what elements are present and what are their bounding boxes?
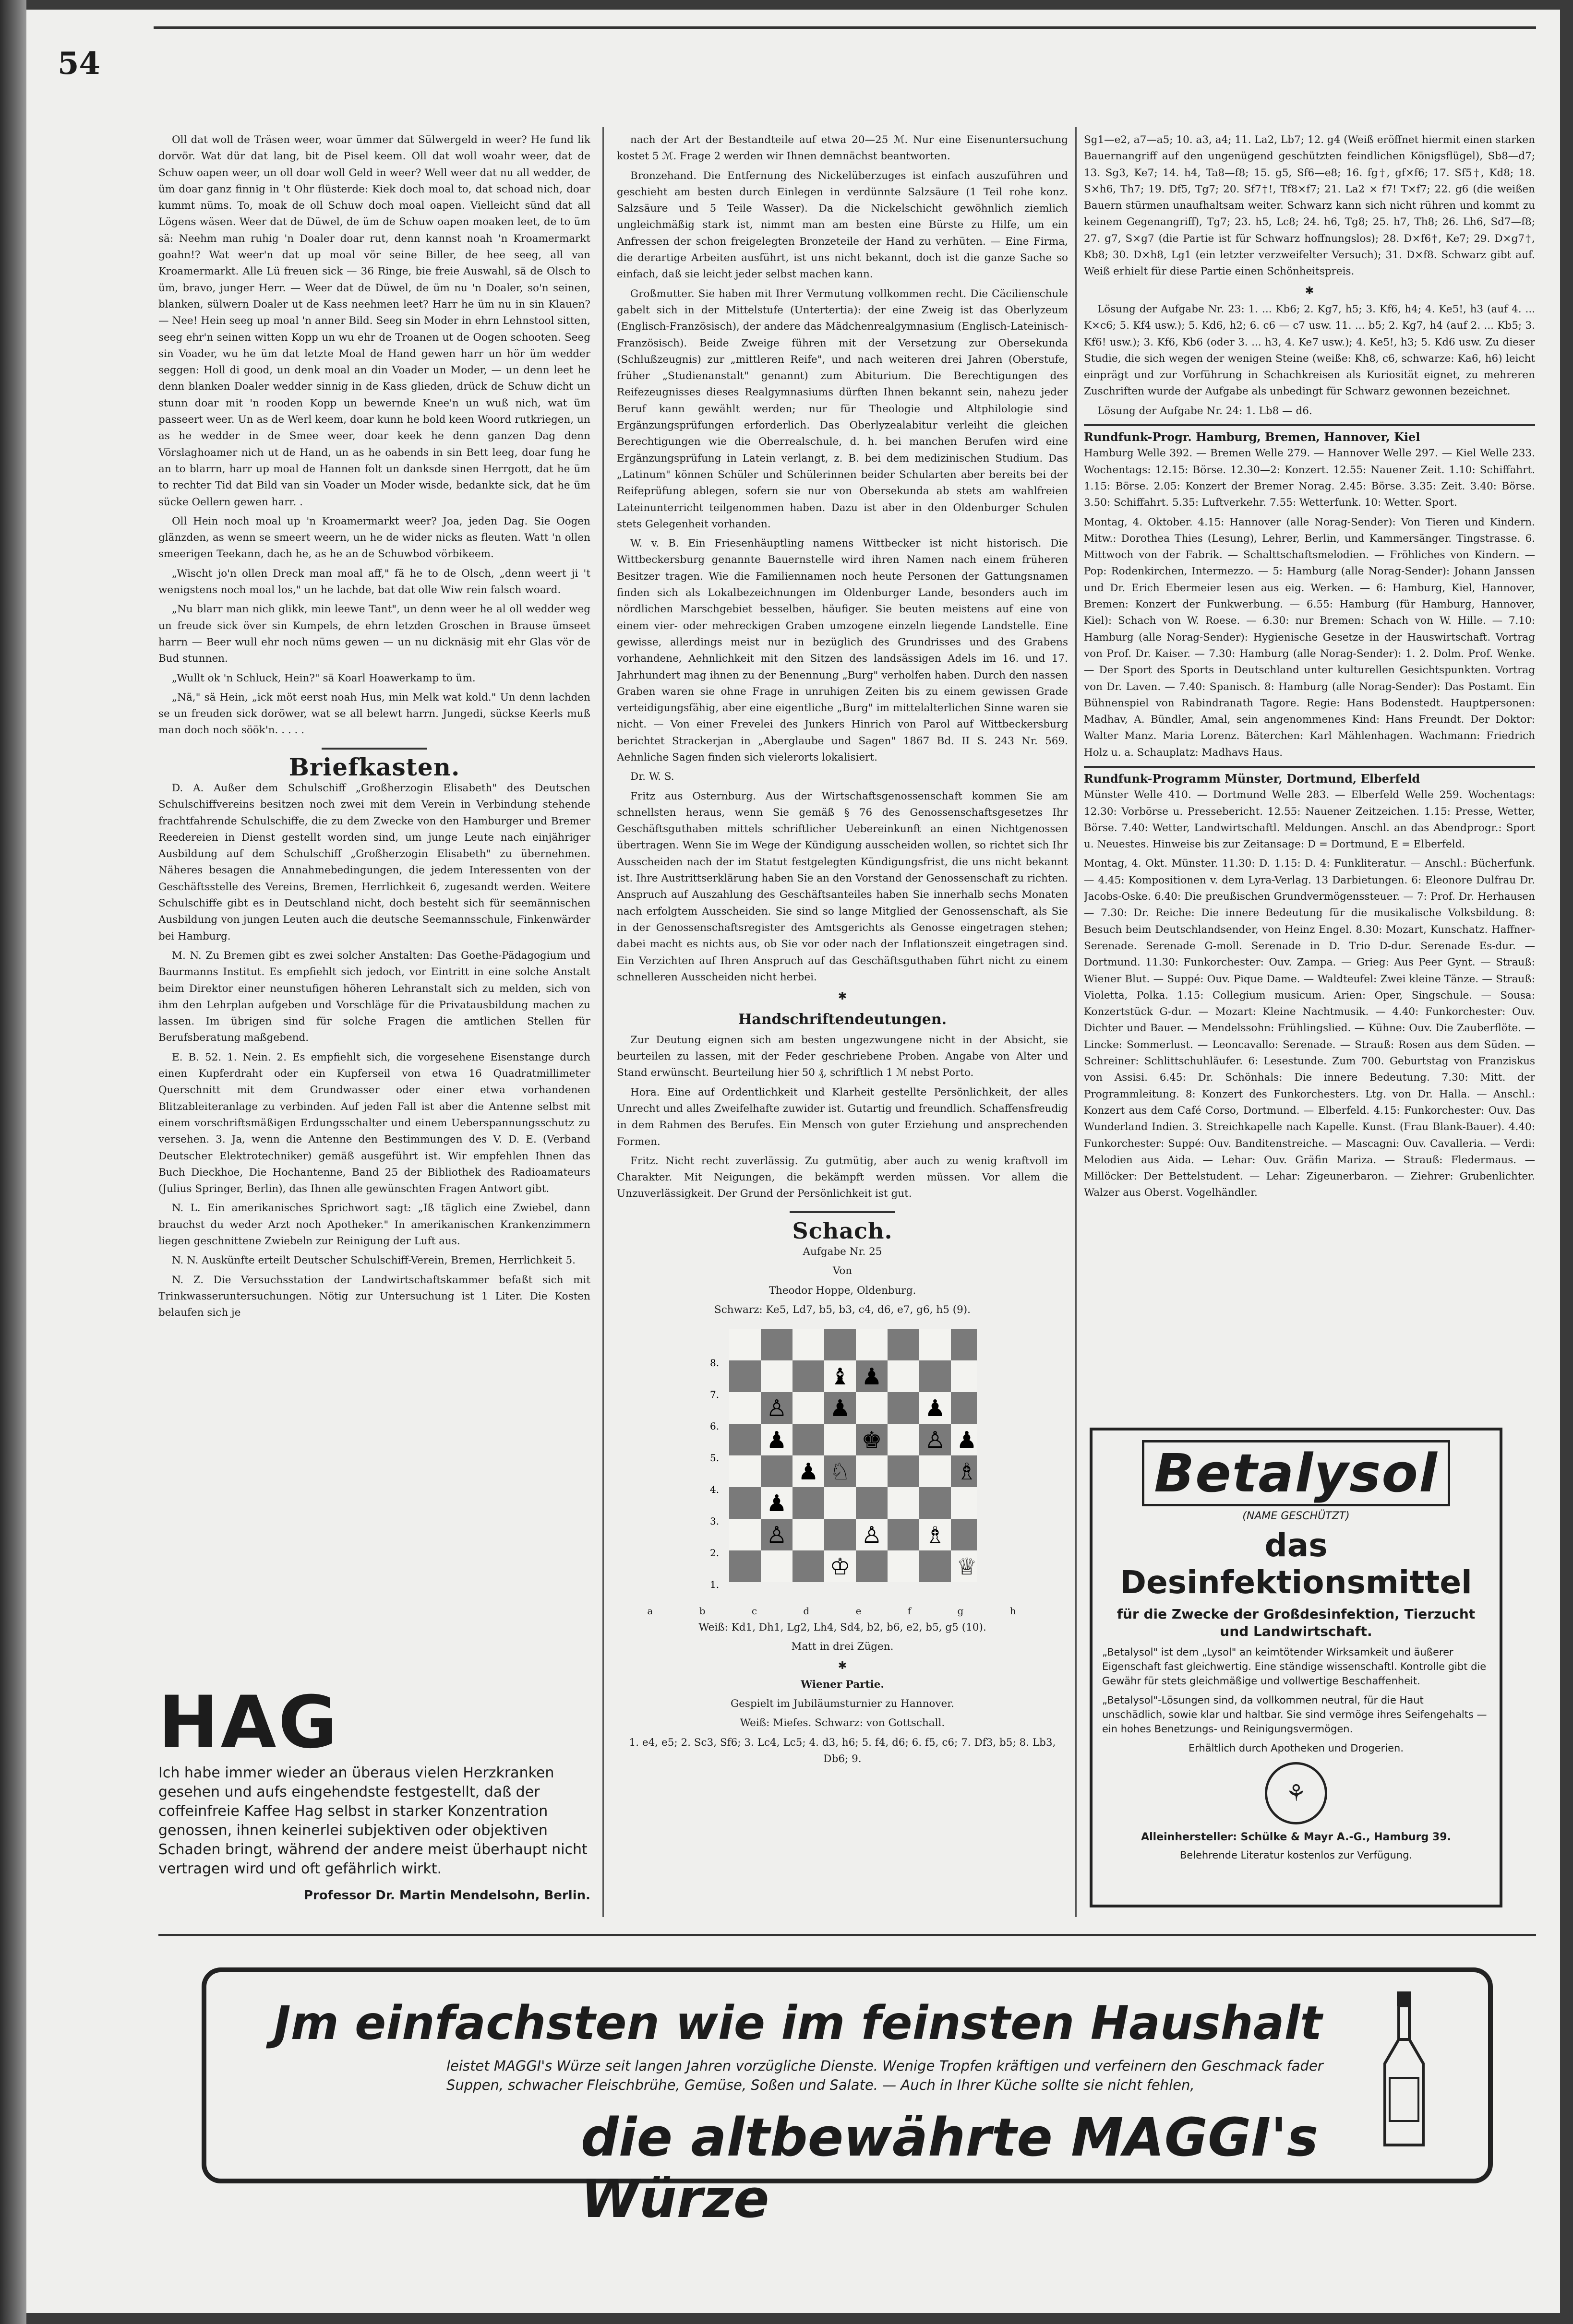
betalysol-purpose: für die Zwecke der Großdesinfektion, Tierzucht und Landwirtschaft.: [1117, 1606, 1476, 1639]
board-square: [919, 1550, 951, 1582]
top-rule: [154, 26, 1536, 29]
briefkasten-title: Briefkasten.: [288, 752, 460, 781]
briefkasten-paragraph: Bronzehand. Die Entfernung des Nickelüberzuges ist einfach auszuführen und geschieht am besten durch Einlegen in verdünnte Salzsäure (1 Teil rohe konz. Salzsäure und 5 Teile Wasser). Da die Nickelschicht gewöhnlich ziemlich ungleichmäßig stark ist, nimmt man am besten eine Bürste zu Hilfe, um ein Anfressen der schon freigelegten Bronzeteile der Hand zu verhüten. — Eine Firma, die derartige Arbeiten ausführt, ist uns nicht bekannt, doch ist die ganze Sache so einfach, daß sie leicht jeder selbst machen kann.: [617, 169, 1068, 281]
chess-moves: 1. e4, e5; 2. Sc3, Sf6; 3. Lc4, Lc5; 4. d3, h6; 5. f4, d6; 6. f5, c6; 7. Df3, b5; 8. Lb3, Db6; 9.: [629, 1736, 1056, 1765]
story-text: [158, 132, 590, 739]
rank-label: 7.: [710, 1389, 720, 1401]
column-1: [158, 132, 590, 1680]
chess-piece-icon: ♟: [829, 1395, 851, 1422]
chess-white-pieces: Weiß: Kd1, Dh1, Lg2, Lh4, Sd4, b2, b6, e2, b5, g5 (10).: [698, 1621, 986, 1633]
board-square: [919, 1360, 951, 1392]
board-square: [761, 1455, 793, 1487]
chess-board: [708, 1325, 977, 1599]
board-square: [824, 1487, 856, 1519]
board-square: [793, 1424, 824, 1455]
divider: [790, 1211, 895, 1213]
chess-piece-icon: ♟: [861, 1363, 882, 1391]
briefkasten-paragraph: N. Z. Die Versuchsstation der Landwirtschaftskammer befaßt sich mit Trinkwasseruntersuchungen. Nötig zur Untersuchung ist 1 Liter. Die Kosten belaufen sich je: [158, 1274, 590, 1319]
board-square: [888, 1550, 919, 1582]
hag-signature: Professor Dr. Martin Mendelsohn, Berlin.: [303, 1888, 590, 1903]
separator-star: ✱: [838, 1660, 847, 1672]
rank-label: 6.: [710, 1420, 720, 1432]
board-square: [951, 1487, 977, 1519]
betalysol-manufacturer: Alleinhersteller: Schülke & Mayr A.-G., Hamburg 39.: [1141, 1831, 1451, 1843]
chess-piece-icon: ♗: [925, 1522, 946, 1549]
maggi-bottle-icon: [1378, 1991, 1430, 2150]
column-rule: [1075, 127, 1077, 1917]
board-square: [856, 1455, 888, 1487]
schuelke-emblem-icon: ⚘: [1265, 1762, 1327, 1824]
briefkasten-paragraph: D. A. Außer dem Schulschiff „Großherzogin Elisabeth" des Deutschen Schulschiffvereins besitzen noch zwei mit dem Verein in Verbindung stehende frachtfahrende Schulschiffe, die zu dem Zwecke von den Hamburger und Bremer Reedereien in Dienst gestellt worden sind, um junge Leute nach einjähriger Ausbildung auf dem Schulschiff „Großherzogin Elisabeth" zu übernehmen. Näheres besagen die Annahmebedingungen, die jedem Interessenten von der Geschäftsstelle des Vereins, Bremen, Herrlichkeit 6, zugesandt werden. Weitere Schulschiffe gibt es in Deutschland nicht, doch besteht sich für seemännischen Ausbildung von jungen Leuten auch die deutsche Seemannsschule, Finkenwärder bei Hamburg.: [158, 782, 590, 942]
briefkasten-paragraph: M. N. Zu Bremen gibt es zwei solcher Anstalten: Das Goethe-Pädagogium und Baurmanns Institut. Es empfiehlt sich jedoch, vor Eintritt in eine solche Anstalt beim Direktor einer neunstufigen höheren Lehranstalt sich zu melden, sich von ihm den Lehrplan aufgeben und Vorschläge für die Privatausbildung machen zu lassen. Im übrigen sind für solche Fragen die amtlichen Stellen für Berufsberatung maßgebend.: [158, 949, 590, 1044]
board-square: [919, 1487, 951, 1519]
board-square: [729, 1455, 761, 1487]
briefkasten-paragraph: nach der Art der Bestandteile auf etwa 20—25 ℳ. Nur eine Eisenuntersuchung kostet 5 ℳ. Frage 2 werden wir Ihnen demnächst beantworten.: [617, 134, 1068, 163]
board-square: [761, 1360, 793, 1392]
chess-piece-icon: ♙: [861, 1522, 882, 1549]
hag-text: Ich habe immer wieder an überaus vielen Herzkranken gesehen und aufs eingehendste festgestellt, daß der coffeinfreie Kaffee Hag selbst in starker Konzentration genossen, ihnen keinerlei subjektiven oder objektiven Schaden bringt, während der andere meist überhaupt nicht vertragen wird und oft gefährlich wirkt.: [158, 1764, 588, 1877]
column-2: [617, 132, 1068, 1917]
handwriting-text: [617, 1032, 1068, 1203]
board-square: [888, 1392, 919, 1424]
board-square: [888, 1424, 919, 1455]
page-number: 54: [58, 46, 101, 82]
board-square: [951, 1392, 977, 1424]
radio-program-muenster-monday: Montag, 4. Okt. Münster. 11.30: D. 1.15: D. 4: Funkliteratur. — Anschl.: Bücherfunk. — 4.45: Kompositionen v. dem Lyra-Verlag. 13 Darbietungen. 6: Eleonore Dulfrau Dr. Jacobs-Oske. 6.40: Die preußischen Grundvermögenssteuer. — 7: Prof. Dr. Herhausen — 7.30: Dr. Reiche: Die innere Bedeutung für die musikalische Volksbildung. 8: Besuch beim Deutschlandsender, von Heinz Engel. 8.30: Mozart, Kunschatz. Haffner-Serenade. Serenade G-moll. Serenade in D. Trio D-dur. Serenade Es-dur. — Dortmund. 11.30: Funkorchester: Ouv. Zampa. — Grieg: Aus Peer Gynt. — Strauß: Wiener Blut. — Suppé: Ouv. Pique Dame. — Waldteufel: Zwei kleine Tänze. — Strauß: Violetta, Polka. 1.15: Collegium musicum. Arien: Oper, Singschule. — Sousa: Konzertstück G-dur. — Mozart: Kleine Nachtmusik. — 4.40: Funkorchester: Ouv. Dichter und Bauer. — Mendelssohn: Frühlingslied. — Kühne: Ouv. Die Zauberflöte. — Lincke: Sommerlust. — Leoncavallo: Serenade. — Strauß: Rosen aus dem Süden. — Schreiner: Schlittschuhläufer. 6: Lesestunde. Zum 700. Geburtstag von Franziskus von Assisi. 6.45: Dr. Schönhals: Die innere Bedeutung. 7.30: Mitt. der Programmleitung. 8: Konzert des Funkorchesters. Ltg. von Dr. Halla. — Anschl.: Konzert aus dem Café Corso, Dortmund. — Elberfeld. 4.15: Funkorchester: Ouv. Das Wunderland Indien. 3. Streichkapelle nach Kapelle. Kunst. (Frau Blank-Bauer). 4.40: Funkorchester: Suppé: Ouv. Banditenstreiche. — Mascagni: Ouv. Cavalleria. — Verdi: Melodien aus Aida. — Lehar: Ouv. Gräfin Mariza. — Strauß: Fledermaus. — Millöcker: Der Bettelstudent. — Lehar: Zigeunerbaron. — Ziehrer: Grubenlichter. Walzer aus Oberst. Vogelhändler.: [1084, 858, 1535, 1199]
betalysol-trademark: (NAME GESCHÜTZT): [1242, 1510, 1350, 1522]
board-square: [729, 1519, 761, 1550]
handwriting-title: Handschriftendeutungen.: [738, 1011, 947, 1028]
rank-label: 5.: [710, 1452, 720, 1464]
chess-piece-icon: ♙: [766, 1522, 787, 1549]
chess-piece-icon: ♟: [766, 1427, 787, 1454]
board-square: [729, 1392, 761, 1424]
divider: [322, 748, 427, 750]
hag-advertisement: [158, 1681, 590, 1912]
chess-piece-icon: ♝: [829, 1363, 851, 1391]
betalysol-text-2: „Betalysol"-Lösungen sind, da vollkommen neutral, für die Haut unschädlich, sowie klar und haltbar. Sie sind vermöge ihres Seifengehalts — ein hohes Benetzungs- und Reinigungsvermögen.: [1102, 1694, 1487, 1735]
board-square: [888, 1519, 919, 1550]
separator-star: ✱: [838, 990, 847, 1003]
story-paragraph: „Wullt ok 'n Schluck, Hein?" sä Koarl Hoawerkamp to üm.: [172, 672, 476, 684]
betalysol-advertisement: [1090, 1428, 1502, 1907]
board-square: [951, 1360, 977, 1392]
chess-piece-icon: ♗: [956, 1458, 977, 1486]
board-square: [729, 1424, 761, 1455]
betalysol-literature: Belehrende Literatur kostenlos zur Verfügung.: [1179, 1849, 1413, 1861]
chess-task: Matt in drei Zügen.: [791, 1641, 894, 1653]
maggi-text: leistet MAGGI's Würze seit langen Jahren vorzügliche Dienste. Wenige Tropfen kräftigen und verfeinern den Geschmack fader Suppen, schwacher Fleischbrühe, Gemüse, Soßen und Salate. — Auch in Ihrer Küche sollte sie nicht fehlen,: [446, 2058, 1323, 2093]
board-square: [856, 1550, 888, 1582]
chess-solution-24: Lösung der Aufgabe Nr. 24: 1. Lb8 — d6.: [1097, 405, 1312, 417]
board-square: [761, 1329, 793, 1360]
board-square: [888, 1487, 919, 1519]
board-square: [888, 1329, 919, 1360]
handwriting-paragraph: Fritz. Nicht recht zuverlässig. Zu gutmütig, aber auch zu wenig kraftvoll im Charakter. Mit Neigungen, die bekämpft werden müssen. Vor allem die Unzuverlässigkeit. Der Grund der Persönlichkeit ist gut.: [617, 1155, 1068, 1200]
betalysol-logo: Betalysol: [1142, 1440, 1450, 1506]
board-square: [793, 1519, 824, 1550]
board-square: [824, 1424, 856, 1455]
radio-program-muenster-weekly: Münster Welle 410. — Dortmund Welle 283. — Elberfeld Welle 259. Wochentags: 12.30: Vorbörse u. Pressebericht. 12.55: Nauener Zeitzeichen. 1.15: Presse, Wetter, Börse. 7.40: Wetter, Landwirtschaftl. Meldungen. Anschl. an das Abendprogr.: Sport u. Neuestes. Hinweise bis zur Zeitansage: D = Dortmund, E = Elberfeld.: [1084, 789, 1535, 851]
briefkasten-paragraph: Großmutter. Sie haben mit Ihrer Vermutung vollkommen recht. Die Cäcilienschule gabelt sich in der Mittelstufe (Untertertia): der eine Zweig ist das Oberlyzeum (Englisch-Französisch), der andere das Mädchenrealgymnasium (Englisch-Lateinisch-Französisch). Beide Zweige führen mit der Versetzung zur Obersekunda (Schlußzeugnis) zur „mittleren Reife", und nach weiteren drei Jahren (Oberstufe, früher „Studienanstalt" genannt) zum Abiturium. Die Berechtigungen des Reifezeugnisses dieses Realgymnasiums dürften Ihnen bekannt sein, nahezu jeder Beruf kann gewählt werden; nur für Theologie und Altphilologie sind Ergänzungsprüfungen erforderlich. Das Oberlyzealabitur verleiht die gleichen Berechtigungen wie die Oberrealschule, d. h. bei manchen Berufen wird eine Ergänzungsprüfung in Latein verlangt, z. B. bei dem medizinischen Studium. Das „Latinum" können Schüler und Schülerinnen beider Schularten aber bereits bei der Reifeprüfung ablegen, sofern sie nur von Obersekunda ab stets am wahlfreien Lateinunterricht teilgenommen haben. Dazu ist aber in den Oldenburger Schulen stets Gelegenheit vorhanden.: [617, 287, 1068, 530]
chess-piece-icon: ♕: [956, 1553, 977, 1581]
hag-logo: HAG: [158, 1681, 339, 1764]
chess-piece-icon: ♟: [766, 1490, 787, 1517]
radio-program-hamburg-title: Rundfunk-Progr. Hamburg, Bremen, Hannover, Kiel: [1084, 424, 1535, 445]
story-paragraph: „Wischt jo'n ollen Dreck man moal aff," fä he to de Olsch, „denn weert ji 't wenigstens noch moal los," un he lachde, bat dat olle Wiw rein falsch woard.: [158, 567, 590, 596]
radio-program-hamburg-weekly: Hamburg Welle 392. — Bremen Welle 279. — Hannover Welle 297. — Kiel Welle 233. Wochentags: 12.15: Börse. 12.30—2: Konzert. 12.55: Nauener Zeit. 1.10: Schiffahrt. 1.15: Börse. 2.05: Konzert der Bremer Norag. 2.45: Börse. 3.35: Zeit. 3.40: Börse. 3.50: Schiffahrt. 5.35: Luftverkehr. 7.55: Wetterfunk. 10: Wetter. Sport.: [1084, 447, 1535, 509]
maggi-slogan: die altbewährte MAGGI's Würze: [581, 2107, 1319, 2229]
board-square: [856, 1329, 888, 1360]
chess-piece-icon: ♙: [925, 1427, 946, 1454]
briefkasten-continued: [617, 132, 1068, 986]
board-square: [793, 1329, 824, 1360]
story-paragraph: Oll dat woll de Träsen weer, woar ümmer dat Sülwergeld in weer? He fund lik dorvör. Wat dür dat lang, bit de Pisel keem. Oll dat woll woahr weer, dat de Schuw oapen weer, un oll doar woll Geld in weer? Well weer dat nu all wedder, de üm doar ganz finnig in 't Ohr flüsterde: Kiek doch moal to, dat schoad nich, doar kummt nüms. To, moak de oll Schuw doch moal oapen. Vielleicht sünd dat all Lögens wäsen. Weer dat de Düwel, de üm de Schuw oapen moaken leet, de to üm sä: Neehm man ruhig 'n Doaler doar rut, denn kannst noah 'n Kroamermarkt goahn!? Wat weer'n dat up moal vör seine Biller, de hee seeg, all van Kroamermarkt. Alle Lü freuen sick — 36 Ringe, bie freie Auswahl, sä de Olsch to üm, bravo, junger Herr. — Weer dat de Düwel, de üm nu 'n Doaler, so'n seinen, blanken, sülwern Doaler ut de Kass neehmen leet? Harr he üm nu in sin Klauen? — Nee! Hein seeg up moal 'n anner Bild. Seeg sin Moder in ehrn Lehnstool sitten, seeg ehr'n seinen witten Kopp un wu ehr de Troanen ut de Oogen schooten. Seeg sin Voader, wu he üm dat letzte Moal de Hand gewen harr un hör üm wedder seggen: Holl di good, un denk moal an din Voader un Moder, — un denn leet he denn blanken Doaler wedder sinnig in de Kass glieden, drück de Schuw dicht un stunn doar mit 'n rooden Kopp un bewernde Knee'n un wuß nich, wat üm passeert weer. Un as de Werl keem, doar kunn he bold keen Woord rutkriegen, un as he wedder in de Smee weer, doar keek he denn ganzen Dag denn Vörslaghoamer nich ut de Hand, un as he oabends in sin Bett leeg, doar fung he an to blarrn, harr up moal de Hannen folt un danksde sinen Herrgott, dat he üm to rechter Tid dat Bild van sin Voader un Moder wisde, bedankte sick, dat he üm sücke Oellern gewen harr. .: [158, 134, 590, 508]
chess-solution-23: Lösung der Aufgabe Nr. 23: 1. ... Kb6; 2. Kg7, h5; 3. Kf6, h4; 4. Ke5!, h3 (auf 4. ... K×c6; 5. Kf4 usw.); 5. Kd6, h2; 6. c6 — c7 usw. 11. ... b5; 2. Kg7, h4 (auf 2. ... Kb5; 3. Kf6! usw.); 3. Kf6, Kb6 (oder 3. ... h3, 4. Ke7 usw.); 4. Ke5!, h3; 5. Kd6 usw. Zu dieser Studie, die sich wegen der wenigen Steine (weiße: Kh8, c6, schwarze: Ka6, h6) leicht einprägt und zur Vorführung in Schachkreisen als Kuriosität eignet, zu mehreren Zuschriften wurde der Aufgabe als unbedingt für Schwarz gewonnen bezeichnet.: [1084, 303, 1535, 398]
chess-von: Von: [832, 1265, 853, 1277]
separator-star: ✱: [1305, 285, 1314, 297]
briefkasten-paragraph: N. N. Auskünfte erteilt Deutscher Schulschiff-Verein, Bremen, Herrlichkeit 5.: [172, 1254, 576, 1267]
chess-author: Theodor Hoppe, Oldenburg.: [768, 1284, 916, 1297]
chess-piece-icon: ♟: [798, 1458, 819, 1486]
board-square: [919, 1455, 951, 1487]
chess-moves-continued: Sg1—e2, a7—a5; 10. a3, a4; 11. La2, Lb7; 12. g4 (Weiß eröffnet hiermit einen starken Bauernangriff auf den ungenügend geschützten feindlichen Königsflügel), Sb8—d7; 13. Sg3, Ke7; 14. h4, Ta8—f8; 15. g5, Sf6—e8; 16. fg†, gf×f6; 17. Sf5†, Kd8; 18. S×h6, Th7; 19. Df5, Tg7; 20. Sf7†!, Tf8×f7; 21. La2 × f7! T×f7; 22. g6 (die weißen Bauern stürmen unaufhaltsam weiter. Schwarz kann sich nicht rühren und kommt zu keinem Gegenangriff), Tg7; 23. h5, Lc8; 24. h6, Tg8; 25. h7, Th8; 26. Lh6, Sd7—f8; 27. g7, S×g7 (die Partie ist für Schwarz hoffnungslos); 28. D×f6†, Ke7; 29. D×g7†, Kb8; 30. D×h8, Lg1 (ein letzter verzweifelter Versuch); 31. D×f8. Schwarz gibt auf. Weiß erhielt für diese Partie einen Schönheitspreis.: [1084, 134, 1535, 278]
column-3: [1084, 132, 1535, 1418]
story-paragraph: „Nu blarr man nich glikk, min leewe Tant", un denn weer he al oll wedder weg un freude sick över sin Kumpels, de ehrn letzden Groschen in Brause ümseet harrn — Beer wull ehr noch nüms gewen — un nu dicknäsig mit ehr Glas vör de Bud stunnen.: [158, 603, 590, 665]
chess-piece-icon: ♔: [829, 1553, 851, 1581]
board-square: [856, 1487, 888, 1519]
board-square: [856, 1392, 888, 1424]
chess-board-svg: [708, 1325, 977, 1594]
chess-black-pieces: Schwarz: Ke5, Ld7, b5, b3, c4, d6, e7, g6, h5 (9).: [714, 1303, 971, 1316]
chess-piece-icon: ♟: [956, 1427, 977, 1454]
section-rule: [158, 1934, 1536, 1936]
briefkasten-paragraph: Dr. W. S.: [630, 771, 674, 783]
board-square: [729, 1550, 761, 1582]
board-square: [888, 1455, 919, 1487]
board-square: [951, 1519, 977, 1550]
briefkasten-paragraph: E. B. 52. 1. Nein. 2. Es empfiehlt sich, die vorgesehene Eisenstange durch einen Kupferdraht oder ein Kupferseil von etwa 16 Quadratmillimeter Querschnitt mit dem Grundwasser oder einer etwa vorhandenen Blitzableiteranlage zu verbinden. Auf jeden Fall ist aber die Antenne selbst mit einem vorschriftsmäßigen Erdungsschalter und einem Ueberspannungsschutz zu versehen. 3. Ja, wenn die Antenne den Bestimmungen des V. D. E. (Verband Deutscher Elektrotechniker) gemäß ausgeführt ist. Wir empfehlen Ihnen das Buch Dieckhoe, Die Hochantenne, Band 25 der Bibliothek des Radioamateurs (Julius Springer, Berlin), das Ihnen alle gewünschten Fragen Antwort gibt.: [158, 1051, 590, 1195]
board-square: [888, 1360, 919, 1392]
board-square: [824, 1329, 856, 1360]
rank-label: 8.: [710, 1357, 720, 1369]
rank-label: 3.: [710, 1515, 720, 1527]
radio-program-hamburg-monday: Montag, 4. Oktober. 4.15: Hannover (alle Norag-Sender): Von Tieren und Kindern. Mitw.: Dorothea Thies (Lesung), Lehrer, Berlin, und Kammersänger. Tingstrasse. 6. Mittwoch von der Fabrik. — Schalttschaftsmelodien. — Fröhliches von Kindern. — Pop: Rodenkirchen, Intermezzo. — 5: Hamburg (alle Norag-Sender): Johann Janssen und Dr. Erich Ebermeier lesen aus eig. Werken. — 6: Hamburg, Kiel, Hannover, Bremen: Konzert der Funkwerbung. — 6.55: Hamburg (für Hamburg, Hannover, Kiel): Schach von W. Roese. — 6.30: nur Bremen: Schach von W. Hille. — 7.10: Hamburg (alle Norag-Sender): Hygienische Gesetze in der Hauswirtschaft. Vortrag von Prof. Dr. Kaiser. — 7.30: Hamburg (alle Norag-Sender): 1. 2. Dolm. Prof. Wenke. — Der Sport des Sports in Deutschland unter kulturellen Gesichtspunkten. Vortrag von Dr. Laven. — 7.40: Spanisch. 8: Hamburg (alle Norag-Sender): Das Postamt. Ein Bühnenspiel von Rabindranath Tagore. Regie: Hans Bodenstedt. Hauptpersonen: Madhav, A. Bündler, Amal, sein angenommenes Kind: Hans Freundt. Der Doktor: Walter Manz. Maria Lorenz. Bäterchen: Karl Mählenhagen. Wachmann: Friedrich Holz u. a. Schauplatz: Madhavs Haus.: [1084, 516, 1535, 759]
board-square: [793, 1487, 824, 1519]
board-square: [729, 1360, 761, 1392]
board-square: [761, 1550, 793, 1582]
board-square: [729, 1329, 761, 1360]
handwriting-paragraph: Hora. Eine auf Ordentlichkeit und Klarheit gestellte Persönlichkeit, der alles Unrecht und alles Zweifelhafte zuwider ist. Gutartig und freundlich. Schaffensfreudig in dem Rahmen des Berufes. Ein Mensch von guter Erziehung und ansprechenden Formen.: [617, 1086, 1068, 1148]
board-square: [729, 1487, 761, 1519]
briefkasten-paragraph: Fritz aus Osternburg. Aus der Wirtschaftsgenossenschaft kommen Sie am schnellsten heraus, wenn Sie gemäß § 76 des Genossenschaftsgesetzes Ihr Geschäftsguthaben mittels schriftlicher Uebereinkunft an einen Nichtgenossen übertragen. Wenn Sie im Wege der Kündigung ausscheiden wollen, so richtet sich Ihr Ausscheiden nach der im Statut festgelegten Kündigungsfrist, die uns nicht bekannt ist. Ihre Austrittserklärung haben Sie an den Vorstand der Genossenschaft zu richten. Anspruch auf Auszahlung des Geschäftsanteiles haben Sie innerhalb sechs Monaten nach erfolgtem Ausscheiden. Sie sind so lange Mitglied der Genossenschaft, als Sie in der Genossenschaftsregister des Amtsgerichts als Genosse eingetragen stehen; dabei macht es nichts aus, ob Sie vor oder nach der Inflationszeit eingetragen sind. Ein Verzichten auf Ihren Anspruch auf das Geschäftsguthaben führt nicht zu einem schnelleren Ausscheiden nicht herbei.: [617, 790, 1068, 983]
board-square: [793, 1550, 824, 1582]
board-square: [793, 1360, 824, 1392]
chess-game-sub: Gespielt im Jubiläumsturnier zu Hannover.: [731, 1697, 954, 1710]
handwriting-paragraph: Zur Deutung eignen sich am besten ungezwungene nicht in der Absicht, sie beurteilen zu lassen, mit der Feder geschriebene Proben. Angabe von Alter und Stand erwünscht. Beurteilung hier 50 ₰, schriftlich 1 ℳ nebst Porto.: [617, 1034, 1068, 1079]
briefkasten-text: [158, 780, 590, 1322]
rank-label: 2.: [710, 1547, 720, 1559]
chess-piece-icon: ♙: [766, 1395, 787, 1422]
chess-piece-icon: ♚: [861, 1427, 882, 1454]
rank-label: 4.: [710, 1484, 720, 1496]
board-square: [824, 1519, 856, 1550]
maggi-advertisement: [202, 1967, 1493, 2229]
betalysol-headline: das Desinfektionsmittel: [1120, 1527, 1472, 1601]
betalysol-text-1: „Betalysol" ist dem „Lysol" an keimtötender Wirksamkeit und äußerer Eigenschaft fast gleichwertig. Eine ständige wissenschaftl. Kontrolle gibt die Gewähr für stets gleichmäßige und vollwertige Beschaffenheit.: [1102, 1646, 1487, 1687]
betalysol-availability: Erhältlich durch Apotheken und Drogerien.: [1188, 1742, 1404, 1754]
rank-label: 1.: [710, 1579, 720, 1591]
chess-piece-icon: ♘: [829, 1458, 851, 1486]
chess-piece-icon: ♟: [925, 1395, 946, 1422]
chess-players: Weiß: Miefes. Schwarz: von Gottschall.: [740, 1717, 945, 1729]
chess-game-title: Wiener Partie.: [801, 1678, 884, 1691]
board-square: [793, 1392, 824, 1424]
radio-program-muenster-title: Rundfunk-Programm Münster, Dortmund, Elberfeld: [1084, 766, 1535, 787]
maggi-headline: Jm einfachsten wie im feinsten Haushalt: [274, 1996, 1322, 2050]
chess-section: [617, 1217, 1068, 1767]
briefkasten-paragraph: N. L. Ein amerikanisches Sprichwort sagt: „Iß täglich eine Zwiebel, dann brauchst du weder Arzt noch Apotheker." In amerikanischen Krankenzimmern liegen geschnittene Zwiebeln zur Reinigung der Luft aus.: [158, 1202, 590, 1247]
binding-edge: [0, 0, 26, 2324]
column-rule: [602, 127, 604, 1917]
board-square: [919, 1329, 951, 1360]
chess-file-labels: a b c d e f g h: [647, 1605, 1038, 1617]
chess-problem-number: Aufgabe Nr. 25: [803, 1246, 882, 1258]
briefkasten-paragraph: W. v. B. Ein Friesenhäuptling namens Wittbecker ist nicht historisch. Die Wittbeckersburg genannte Bauernstelle wird ihren Namen nach einem früheren Besitzer tragen. Wie die Familiennamen noch heute Personen der Gattungsnamen finden sich als Lokalbezeichnungen im Oldenburger Lande, besonders auch im nördlichen Marschgebiet besselben, häufiger. Sie beuten meistens auf eine von einem vier- oder mehreckigen Graben umzogene einzeln liegende Landstelle. Eine gewisse, allerdings meist nur in bezüglich des Grundrisses und des Grabens vorhandene, Aehnlichkeit mit den Sitzen des landsässigen Adels im 16. und 17. Jahrhundert mag ihnen zu der Benennung „Burg" verholfen haben. Durch den nassen Graben waren sie ohne Frage in unruhigen Zeiten bis zu einem gewissen Grade verteidigungsfähig, aber eine eigentliche „Burg" im mittelalterlichen Sinne waren sie nicht. — Von einer Frevelei des Junkers Hinrich von Parol auf Wittbeckersburg berichtet Strackerjan in „Aberglaube und Sagen" 1867 Bd. II S. 243 Nr. 569. Aehnliche Sagen finden sich vielerorts lokalisiert.: [617, 537, 1068, 763]
chess-title: Schach.: [792, 1217, 893, 1244]
story-paragraph: Oll Hein noch moal up 'n Kroamermarkt weer? Joa, jeden Dag. Sie Oogen glänzden, as wenn se smeert weern, un he de wider nicks as fleuten. Watt 'n ollen smeerigen Teekann, dach he, as he an de Schuwbod vörbikeem.: [158, 515, 590, 560]
board-square: [951, 1329, 977, 1360]
story-paragraph: „Nä," sä Hein, „ick möt eerst noah Hus, min Melk wat kold." Un denn lachden se un freuden sick doröwer, wat se all belewt harrn. Jungedi, sückse Keerls muß man doch noch söök'n. . . . .: [158, 691, 590, 737]
